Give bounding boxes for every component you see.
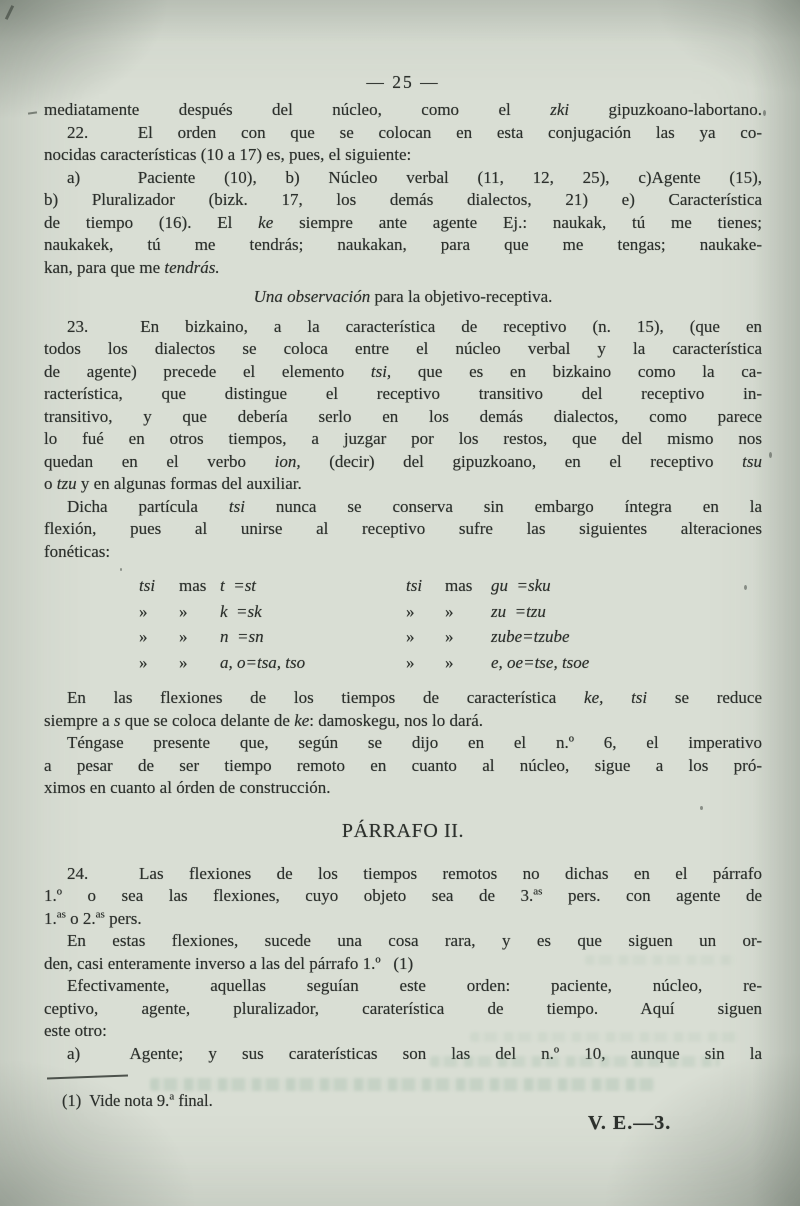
- table-cell: »: [139, 652, 148, 672]
- paper-speck: [120, 568, 122, 571]
- table-cell: »: [179, 601, 188, 621]
- text-line: fonéticas:: [44, 541, 111, 561]
- text-line: 22. El orden con que se colocan en esta conjugación las ya co-: [67, 122, 762, 142]
- table-cell: t =st: [220, 576, 257, 595]
- footnote-text: (1) Vide nota 9.$^a$ final.: [62, 1090, 213, 1110]
- bleed-through: [585, 955, 735, 965]
- paper-speck: [744, 585, 747, 590]
- table-cell: tsi: [139, 576, 156, 595]
- bleed-through: [150, 1078, 655, 1091]
- table-row: [139, 624, 762, 650]
- text-line: a pesar de ser tiempo remoto en cuanto al núcleo, sigue a los pró-: [44, 755, 762, 775]
- print-artifact: [5, 5, 14, 20]
- text-line: a) Paciente (10), b) Núcleo verbal (11, 12, 25), c)Agente (15),: [67, 167, 762, 187]
- print-artifact: [28, 111, 37, 114]
- text-line: de tiempo (16). El ke siempre ante agente Ej.: naukak, tú me tienes;: [44, 212, 762, 232]
- table-cell: »: [139, 627, 148, 646]
- text-line: ximos en cuanto al órden de construcción.: [44, 778, 331, 797]
- text-line: 1.º o sea las flexiones, cuyo objeto sea de 3.$^{as}$ pers. con agente de: [44, 885, 762, 905]
- paper-speck: [769, 452, 772, 458]
- text-line: nocidas características (10 a 17) es, pues, el siguiente:: [44, 145, 412, 164]
- text-line: transitivo, y que debería serlo en los demás dialectos, como parece: [44, 406, 762, 426]
- text-line: siempre a s que se coloca delante de ke: damoskegu, nos lo dará.: [44, 710, 484, 730]
- parrafo-heading: PÁRRAFO II.: [341, 819, 465, 842]
- text-line: Efectivamente, aquellas seguían este orden: paciente, núcleo, re-: [67, 976, 762, 995]
- table-cell: a, o=tsa, tso: [220, 652, 306, 672]
- table-cell: e, oe=tse, tsoe: [491, 652, 590, 672]
- bleed-through: [470, 1032, 740, 1042]
- table-row: [139, 573, 762, 599]
- text-line: En las flexiones de los tiempos de característica ke, tsi se reduce: [67, 688, 763, 707]
- text-line: de agente) precede el elemento tsi, que es en bizkaino como la ca-: [44, 361, 763, 381]
- table-cell: mas: [179, 576, 207, 595]
- text-line: racterística, que distingue el receptivo transitivo del receptivo in-: [44, 384, 762, 403]
- table-cell: mas: [445, 576, 473, 595]
- table-cell: gu =sku: [491, 576, 551, 595]
- page-number: — 25 —: [366, 72, 440, 92]
- text-line: 1.$^{as}$ o 2.$^{as}$ pers.: [44, 907, 142, 928]
- table-cell: »: [406, 601, 415, 621]
- table-row: [139, 599, 762, 625]
- bleed-through: [430, 1056, 720, 1067]
- paper-speck: [700, 806, 703, 810]
- table-cell: »: [406, 652, 415, 672]
- table-cell: zu =tzu: [491, 601, 546, 621]
- text-line: quedan en el verbo ion, (decir) del gipuzkoano, en el receptivo tsu: [44, 451, 762, 471]
- text-line: ceptivo, agente, pluralizador, caraterística de tiempo. Aquí siguen: [44, 998, 762, 1018]
- edition-mark: V. E.—3.: [588, 1112, 672, 1134]
- text-line: lo fué en otros tiempos, a juzgar por los restos, que del mismo nos: [44, 429, 762, 448]
- text-line: o tzu y en algunas formas del auxiliar.: [44, 474, 302, 493]
- text-line: Dicha partícula tsi nunca se conserva sin embargo íntegra en la: [67, 496, 763, 516]
- table-cell: »: [445, 627, 454, 646]
- table-cell: »: [445, 652, 454, 672]
- paper-speck: [763, 110, 766, 116]
- page-body: [44, 99, 762, 1065]
- text-line: 23. En bizkaino, a la característica de receptivo (n. 15), (que en: [67, 316, 762, 336]
- text-line: todos los dialectos se coloca entre el núcleo verbal y la característica: [44, 339, 762, 358]
- table-cell: k =sk: [220, 601, 262, 621]
- table-cell: n =sn: [220, 627, 264, 646]
- table-cell: »: [179, 627, 188, 646]
- text-line: Téngase presente que, según se dijo en el n.º 6, el imperativo: [67, 733, 762, 752]
- text-line: este otro:: [44, 1021, 107, 1040]
- table-row: [139, 650, 762, 676]
- text-line: kan, para que me tendrás.: [44, 257, 220, 277]
- section-heading: Una observación para la objetivo-receptiva.: [253, 287, 553, 306]
- text-line: mediatamente después del núcleo, como el zki gipuzkoano-labortano.: [44, 100, 762, 119]
- text-line: a) Agente; y sus caraterísticas son las del n.º 10, aunque sin la: [67, 1043, 762, 1063]
- text-line: b) Pluralizador (bizk. 17, los demás dialectos, 21) e) Característica: [44, 190, 762, 209]
- table-cell: »: [445, 601, 454, 621]
- table-cell: »: [139, 601, 148, 621]
- text-line: En estas flexiones, sucede una cosa rara, y es que siguen un or-: [67, 931, 762, 950]
- text-line: den, casi enteramente inverso a las del párrafo 1.º (1): [44, 953, 414, 973]
- text-line: 24. Las flexiones de los tiempos remotos no dichas en el párrafo: [67, 863, 762, 883]
- table-cell: tsi: [406, 576, 423, 595]
- table-cell: »: [406, 627, 415, 646]
- text-line: flexión, pues al unirse al receptivo sufre las siguientes alteraciones: [44, 519, 762, 538]
- footnote-rule: [47, 1074, 128, 1079]
- phonetic-table: [139, 573, 762, 675]
- table-cell: »: [179, 652, 188, 672]
- text-line: naukakek, tú me tendrás; naukakan, para que me tengas; naukake-: [44, 235, 762, 254]
- table-cell: zube=tzube: [491, 627, 570, 646]
